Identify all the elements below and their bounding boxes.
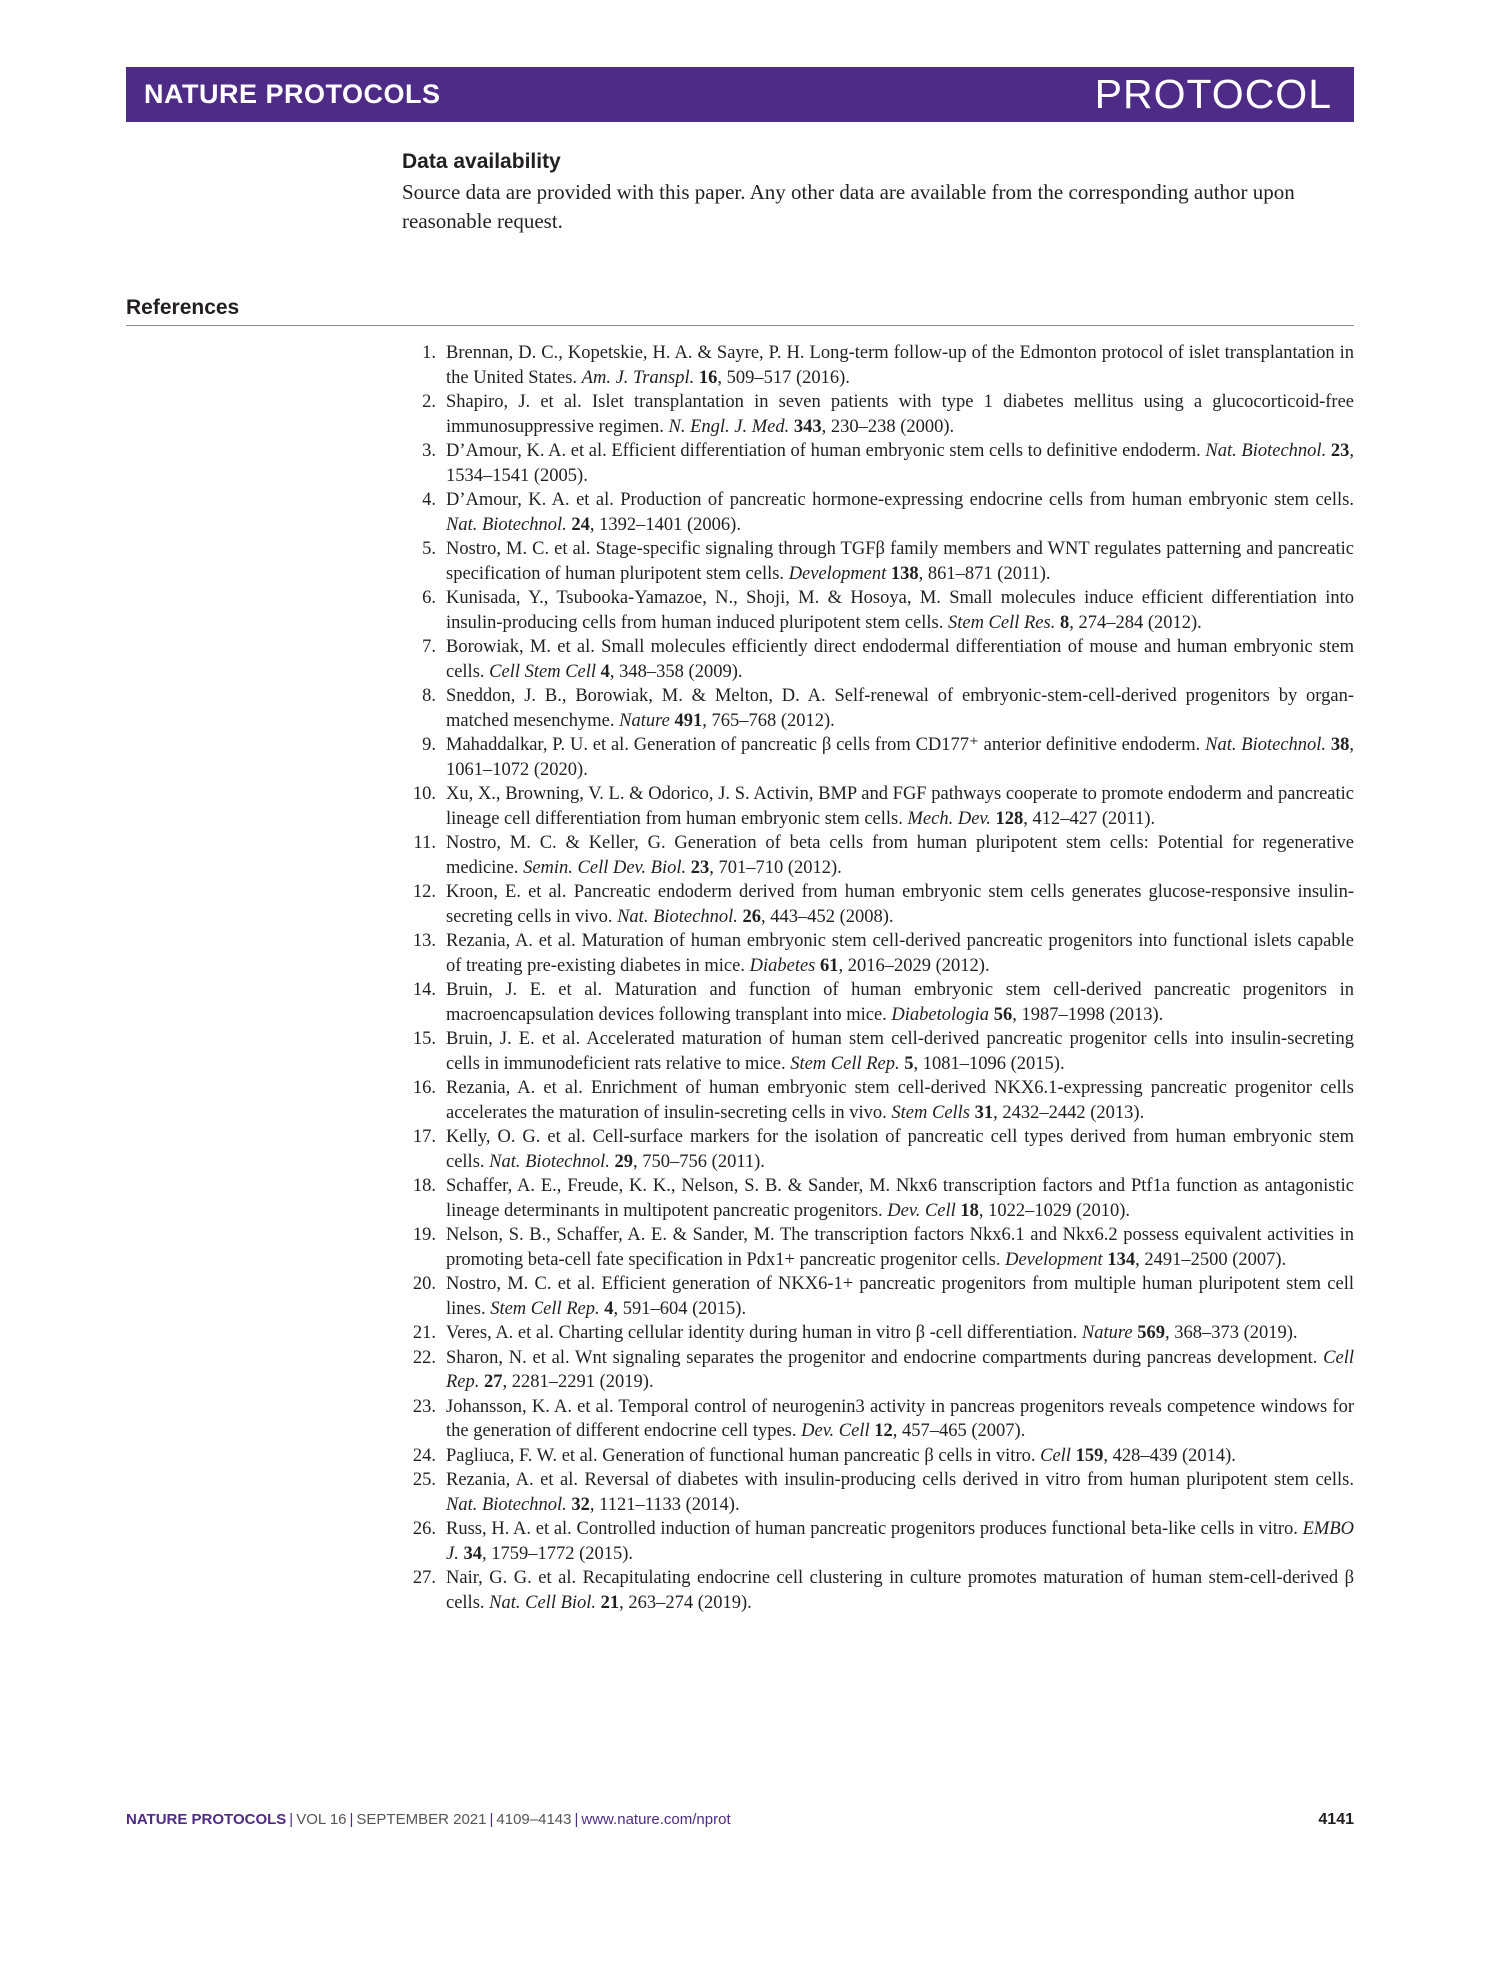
- reference-journal: Diabetologia: [891, 1004, 990, 1025]
- reference-number: 10.: [412, 784, 436, 804]
- reference-citation: Johansson, K. A. et al. Temporal control of neurogenin3 activity in pancreas progenitors reveals competence windows for the generation of different endocrine cell types.: [446, 1396, 1354, 1441]
- reference-citation: Nelson, S. B., Schaffer, A. E. & Sander, M. The transcription factors Nkx6.1 and Nkx6.2 possess equivalent activities in promoting beta-cell fate specification in Pdx1+ pancreatic progenitor cells.: [446, 1225, 1354, 1270]
- reference-citation: Rezania, A. et al. Reversal of diabetes with insulin-producing cells derived in vitro from human pluripotent stem cells.: [446, 1470, 1354, 1490]
- reference-pages: , 765–768 (2012).: [702, 710, 835, 731]
- reference-text: [446, 488, 1354, 537]
- reference-journal: Diabetes: [749, 955, 816, 976]
- reference-number: 20.: [412, 1274, 436, 1294]
- reference-pages: , 348–358 (2009).: [609, 661, 743, 682]
- reference-citation: Mahaddalkar, P. U. et al. Generation of pancreatic β cells from CD177⁺ anterior definitive endoderm.: [446, 735, 1206, 755]
- reference-number: 3.: [422, 441, 436, 461]
- reference-number: 6.: [422, 588, 436, 608]
- reference-text: [446, 1125, 1354, 1174]
- reference-journal: Development: [1005, 1249, 1103, 1270]
- reference-item: [402, 390, 1354, 439]
- reference-number: 1.: [422, 343, 436, 363]
- reference-volume: 61: [820, 955, 839, 976]
- reference-volume: 23: [1330, 441, 1350, 461]
- footer: NATURE PROTOCOLS | VOL 16 | SEPTEMBER 2021 | 4109–4143 | www.nature.com/nprot 4141: [126, 1811, 1354, 1828]
- reference-volume: 128: [995, 808, 1024, 829]
- reference-number: 4.: [422, 490, 436, 510]
- reference-journal: Stem Cell Rep.: [790, 1053, 900, 1074]
- reference-text: [446, 782, 1354, 831]
- reference-citation: Borowiak, M. et al. Small molecules efficiently direct endodermal differentiation of mouse and human embryonic stem cells.: [446, 637, 1354, 682]
- reference-journal: Nat. Biotechnol.: [617, 906, 738, 927]
- reference-journal: Stem Cell Res.: [947, 612, 1056, 633]
- reference-journal: Nat. Biotechnol.: [1205, 441, 1327, 461]
- reference-pages: , 2491–2500 (2007).: [1135, 1249, 1287, 1270]
- footer-pages: 4109–4143: [496, 1811, 572, 1828]
- reference-text: [446, 1517, 1354, 1566]
- reference-item: [402, 1395, 1354, 1444]
- reference-item: [402, 831, 1354, 880]
- reference-volume: 23: [690, 857, 710, 878]
- reference-text: [446, 1027, 1354, 1076]
- reference-item: [402, 1027, 1354, 1076]
- reference-journal: Semin. Cell Dev. Biol.: [523, 857, 687, 878]
- reference-volume: 16: [698, 367, 718, 388]
- reference-text: [446, 929, 1354, 978]
- reference-volume: 8: [1059, 612, 1070, 633]
- reference-citation: Rezania, A. et al. Maturation of human embryonic stem cell-derived pancreatic progenitors into functional islets capable of treating pre-existing diabetes in mice.: [446, 931, 1354, 976]
- reference-journal: Am. J. Transpl.: [581, 367, 695, 388]
- reference-pages: , 701–710 (2012).: [709, 857, 842, 878]
- reference-item: [402, 586, 1354, 635]
- reference-item: [402, 1468, 1354, 1517]
- reference-volume: 27: [484, 1372, 503, 1392]
- reference-number: 7.: [422, 637, 436, 657]
- reference-volume: 38: [1330, 735, 1350, 755]
- reference-text: [446, 1346, 1354, 1395]
- reference-item: [402, 488, 1354, 537]
- reference-item: [402, 929, 1354, 978]
- reference-text: [446, 733, 1354, 782]
- reference-item: [402, 1076, 1354, 1125]
- reference-volume: 24: [571, 514, 590, 535]
- reference-number: 17.: [412, 1127, 436, 1147]
- reference-text: [446, 341, 1354, 390]
- references-heading: References: [126, 296, 1354, 326]
- reference-number: 22.: [412, 1347, 436, 1368]
- reference-pages: , 428–439 (2014).: [1103, 1445, 1236, 1466]
- footer-date: SEPTEMBER 2021: [356, 1811, 487, 1828]
- reference-pages: , 412–427 (2011).: [1023, 808, 1156, 829]
- reference-item: [402, 1517, 1354, 1566]
- reference-citation: D’Amour, K. A. et al. Efficient differentiation of human embryonic stem cells to definitive endoderm.: [446, 441, 1206, 461]
- reference-citation: Bruin, J. E. et al. Maturation and function of human embryonic stem cell-derived pancreatic progenitors in macroencapsulation devices following transplant into mice.: [446, 980, 1354, 1025]
- reference-volume: 4: [604, 1298, 614, 1319]
- reference-volume: 56: [993, 1004, 1013, 1025]
- reference-citation: Xu, X., Browning, V. L. & Odorico, J. S. Activin, BMP and FGF pathways cooperate to promote endoderm and pancreatic lineage cell differentiation from human embryonic stem cells.: [446, 784, 1354, 829]
- reference-number: 24.: [412, 1445, 436, 1466]
- reference-citation: Veres, A. et al. Charting cellular identity during human in vitro β -cell differentiation.: [446, 1323, 1082, 1343]
- footer-url-link[interactable]: www.nature.com/nprot: [581, 1811, 731, 1828]
- reference-number: 25.: [412, 1470, 436, 1490]
- reference-citation: Schaffer, A. E., Freude, K. K., Nelson, S. B. & Sander, M. Nkx6 transcription factors and Ptf1a function as antagonistic lineage determinants in multipotent pancreatic progenitors.: [446, 1176, 1354, 1221]
- reference-volume: 29: [614, 1151, 634, 1172]
- reference-journal: EMBO J.: [446, 1519, 1354, 1564]
- reference-number: 5.: [422, 539, 436, 559]
- reference-volume: 34: [463, 1543, 482, 1564]
- reference-pages: , 1121–1133 (2014).: [589, 1494, 740, 1515]
- reference-volume: 5: [904, 1053, 914, 1074]
- footer-volume: VOL 16: [296, 1811, 347, 1828]
- reference-pages: , 509–517 (2016).: [717, 367, 850, 388]
- reference-citation: Rezania, A. et al. Enrichment of human embryonic stem cell-derived NKX6.1-expressing pancreatic progenitor cells accelerates the maturation of insulin-secreting cells in vivo.: [446, 1078, 1354, 1123]
- reference-number: 8.: [422, 686, 436, 706]
- reference-citation: Sharon, N. et al. Wnt signaling separates the progenitor and endocrine compartments during pancreas development.: [446, 1347, 1324, 1368]
- reference-journal: Nat. Cell Biol.: [489, 1592, 597, 1613]
- reference-text: [446, 586, 1354, 635]
- reference-citation: Nair, G. G. et al. Recapitulating endocrine cell clustering in culture promotes maturation of human stem-cell-derived β cells.: [446, 1568, 1354, 1613]
- reference-item: [402, 684, 1354, 733]
- reference-item: [402, 1321, 1354, 1346]
- reference-volume: 569: [1137, 1323, 1165, 1343]
- reference-pages: , 274–284 (2012).: [1069, 612, 1202, 633]
- reference-pages: , 861–871 (2011).: [918, 563, 1051, 584]
- reference-number: 12.: [412, 882, 436, 902]
- header-bar: [126, 67, 1354, 122]
- reference-pages: , 1534–1541 (2005).: [446, 441, 1354, 486]
- reference-journal: Mech. Dev.: [907, 808, 991, 829]
- data-availability-section: [402, 150, 1354, 236]
- reference-text: [446, 1321, 1354, 1346]
- reference-number: 26.: [412, 1519, 436, 1539]
- reference-text: [446, 439, 1354, 488]
- reference-journal: Nature: [619, 710, 670, 731]
- reference-item: [402, 537, 1354, 586]
- reference-volume: 21: [600, 1592, 620, 1613]
- reference-citation: D’Amour, K. A. et al. Production of pancreatic hormone-expressing endocrine cells from human embryonic stem cells.: [446, 490, 1354, 510]
- reference-citation: Nostro, M. C. et al. Efficient generation of NKX6-1+ pancreatic progenitors from multiple human pluripotent stem cell lines.: [446, 1274, 1354, 1319]
- reference-journal: Development: [788, 563, 887, 584]
- reference-text: [446, 1223, 1354, 1272]
- data-availability-text: Source data are provided with this paper. Any other data are available from the corresponding author upon reasonable request.: [402, 180, 1295, 233]
- reference-pages: , 2432–2442 (2013).: [993, 1102, 1145, 1123]
- reference-text: [446, 831, 1354, 880]
- reference-item: [402, 1566, 1354, 1615]
- reference-item: [402, 1223, 1354, 1272]
- reference-journal: N. Engl. J. Med.: [668, 416, 790, 437]
- reference-journal: Cell Rep.: [446, 1347, 1354, 1392]
- reference-item: [402, 1125, 1354, 1174]
- reference-citation: Russ, H. A. et al. Controlled induction of human pancreatic progenitors produces functional beta-like cells in vitro.: [446, 1519, 1303, 1539]
- reference-pages: , 368–373 (2019).: [1164, 1323, 1298, 1343]
- reference-volume: 32: [571, 1494, 590, 1515]
- reference-pages: , 1759–1772 (2015).: [481, 1543, 634, 1564]
- reference-citation: Kelly, O. G. et al. Cell-surface markers for the isolation of pancreatic cell types derived from human embryonic stem cells.: [446, 1127, 1354, 1172]
- reference-pages: , 230–238 (2000).: [821, 416, 955, 437]
- reference-text: [446, 1395, 1354, 1444]
- reference-volume: 134: [1107, 1249, 1136, 1270]
- reference-volume: 491: [674, 710, 703, 731]
- reference-number: 11.: [413, 833, 436, 853]
- reference-number: 14.: [412, 980, 436, 1000]
- reference-journal: Dev. Cell: [801, 1421, 870, 1441]
- reference-journal: Nature: [1081, 1323, 1133, 1343]
- reference-number: 15.: [412, 1029, 436, 1049]
- reference-volume: 12: [874, 1421, 893, 1441]
- reference-pages: , 263–274 (2019).: [619, 1592, 752, 1613]
- reference-citation: Kroon, E. et al. Pancreatic endoderm derived from human embryonic stem cells generates glucose-responsive insulin-secreting cells in vivo.: [446, 882, 1354, 927]
- reference-citation: Brennan, D. C., Kopetskie, H. A. & Sayre, P. H. Long-term follow-up of the Edmonton protocol of islet transplantation in the United States.: [446, 343, 1354, 388]
- reference-journal: Stem Cell Rep.: [490, 1298, 600, 1319]
- reference-item: [402, 1444, 1354, 1469]
- reference-pages: , 591–604 (2015).: [613, 1298, 747, 1319]
- reference-text: [446, 684, 1354, 733]
- reference-pages: , 750–756 (2011).: [633, 1151, 765, 1172]
- reference-number: 23.: [412, 1396, 436, 1417]
- reference-text: [446, 390, 1354, 439]
- reference-pages: , 1081–1096 (2015).: [913, 1053, 1065, 1074]
- reference-citation: Kunisada, Y., Tsubooka-Yamazoe, N., Shoji, M. & Hosoya, M. Small molecules induce efficient differentiation into insulin-producing cells from human induced pluripotent stem cells.: [446, 588, 1354, 633]
- reference-volume: 31: [974, 1102, 994, 1123]
- reference-journal: Nat. Biotechnol.: [446, 1494, 567, 1515]
- reference-item: [402, 880, 1354, 929]
- reference-number: 21.: [412, 1323, 436, 1343]
- reference-volume: 18: [960, 1200, 979, 1221]
- reference-text: [446, 537, 1354, 586]
- reference-journal: Nat. Biotechnol.: [489, 1151, 610, 1172]
- reference-journal: Cell: [1040, 1445, 1071, 1466]
- reference-number: 19.: [412, 1225, 436, 1245]
- reference-pages: , 1987–1998 (2013).: [1012, 1004, 1164, 1025]
- reference-text: [446, 1444, 1354, 1469]
- reference-citation: Nostro, M. C. & Keller, G. Generation of beta cells from human pluripotent stem cells: Potential for regenerative medicine.: [446, 833, 1354, 878]
- reference-text: [446, 635, 1354, 684]
- reference-text: [446, 978, 1354, 1027]
- reference-list: [402, 341, 1354, 1615]
- reference-journal: Nat. Biotechnol.: [446, 514, 567, 535]
- reference-volume: 159: [1075, 1445, 1104, 1466]
- reference-citation: Shapiro, J. et al. Islet transplantation in seven patients with type 1 diabetes mellitus using a glucocorticoid-free immunosuppressive regimen.: [446, 392, 1354, 437]
- reference-volume: 26: [742, 906, 761, 927]
- reference-pages: , 1061–1072 (2020).: [446, 735, 1355, 780]
- reference-pages: , 1392–1401 (2006).: [589, 514, 741, 535]
- reference-number: 16.: [412, 1078, 436, 1098]
- reference-item: [402, 1174, 1354, 1223]
- reference-item: [402, 733, 1354, 782]
- reference-journal: Dev. Cell: [887, 1200, 956, 1221]
- reference-text: [446, 1468, 1354, 1517]
- reference-text: [446, 1566, 1354, 1615]
- footer-journal: NATURE PROTOCOLS: [126, 1811, 287, 1828]
- reference-citation: Bruin, J. E. et al. Accelerated maturation of human stem cell-derived pancreatic progenitor cells into insulin-secreting cells in immunodeficient rats relative to mice.: [446, 1029, 1354, 1074]
- reference-item: [402, 1346, 1354, 1395]
- reference-pages: , 457–465 (2007).: [892, 1421, 1026, 1441]
- reference-journal: Stem Cells: [891, 1102, 971, 1123]
- reference-journal: Cell Stem Cell: [489, 661, 597, 682]
- reference-volume: 4: [600, 661, 610, 682]
- reference-number: 2.: [422, 392, 436, 412]
- reference-pages: , 443–452 (2008).: [760, 906, 894, 927]
- reference-citation: Pagliuca, F. W. et al. Generation of functional human pancreatic β cells in vitro.: [446, 1445, 1041, 1466]
- reference-item: [402, 782, 1354, 831]
- reference-volume: 343: [793, 416, 822, 437]
- reference-text: [446, 1174, 1354, 1223]
- reference-item: [402, 341, 1354, 390]
- reference-pages: , 1022–1029 (2010).: [978, 1200, 1130, 1221]
- article-type: PROTOCOL: [1094, 71, 1332, 117]
- reference-citation: Nostro, M. C. et al. Stage-specific signaling through TGFβ family members and WNT regulates patterning and pancreatic specification of human pluripotent stem cells.: [446, 539, 1354, 584]
- reference-text: [446, 1272, 1354, 1321]
- data-availability-heading: Data availability: [402, 150, 561, 173]
- reference-pages: , 2016–2029 (2012).: [838, 955, 990, 976]
- reference-volume: 138: [890, 563, 919, 584]
- reference-citation: Sneddon, J. B., Borowiak, M. & Melton, D. A. Self-renewal of embryonic-stem-cell-derived progenitors by organ-matched mesenchyme.: [446, 686, 1354, 731]
- reference-item: [402, 635, 1354, 684]
- reference-item: [402, 439, 1354, 488]
- journal-name: NATURE PROTOCOLS: [144, 79, 441, 109]
- reference-text: [446, 1076, 1354, 1125]
- reference-item: [402, 978, 1354, 1027]
- reference-number: 18.: [412, 1176, 436, 1196]
- reference-item: [402, 1272, 1354, 1321]
- reference-pages: , 2281–2291 (2019).: [502, 1372, 654, 1392]
- reference-text: [446, 880, 1354, 929]
- page-number: 4141: [1318, 1811, 1354, 1828]
- reference-journal: Nat. Biotechnol.: [1205, 735, 1327, 755]
- reference-number: 13.: [412, 931, 436, 951]
- reference-number: 9.: [422, 735, 436, 755]
- reference-number: 27.: [412, 1568, 436, 1588]
